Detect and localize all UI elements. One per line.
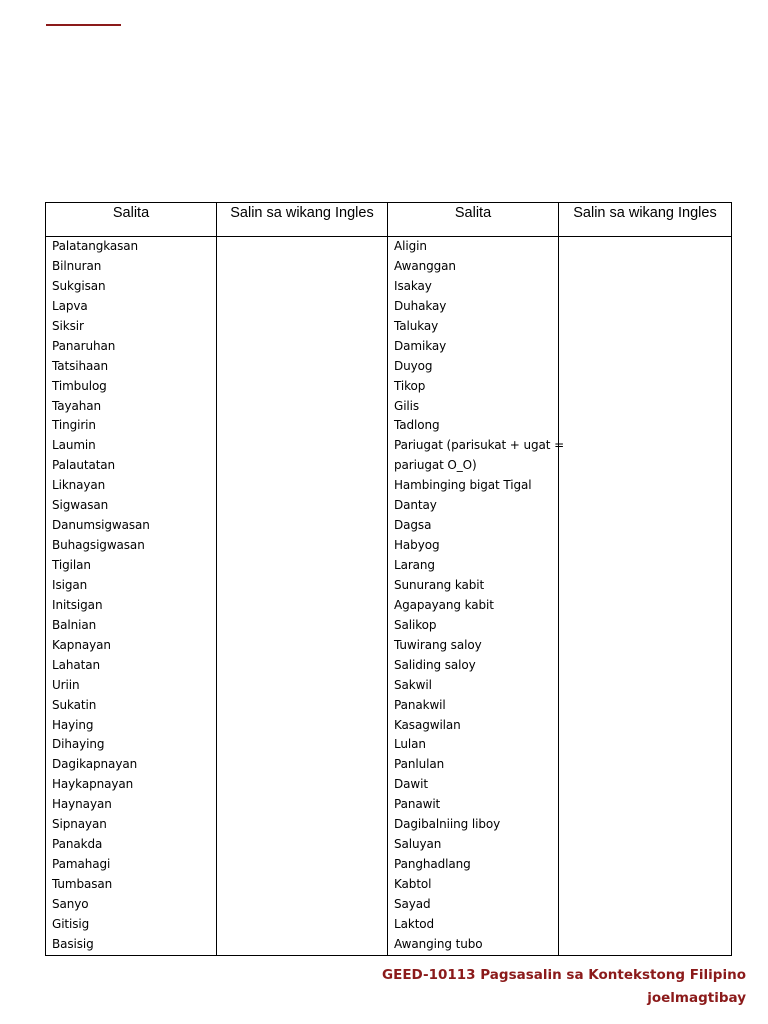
word-item: Tadlong [394,418,440,433]
word-item: Awanging tubo [394,936,483,951]
word-item: Bilnuran [52,258,102,273]
word-item: Panakwil [394,697,446,712]
header-salita-left: Salita [46,203,217,237]
word-item: Dihaying [52,737,105,752]
left-translation-cell [217,237,388,956]
table-row [46,237,732,956]
left-word-cell [46,237,217,956]
word-item: Tatsihaan [52,358,109,373]
header-salin-left: Salin sa wikang Ingles [217,203,388,237]
word-item: Aligin [394,239,427,253]
word-item: Haying [52,717,94,732]
word-item: Kabtol [394,877,432,891]
word-item: Initsigan [52,597,103,612]
word-item: Sukgisan [52,278,106,293]
word-item: Timbulog [52,378,107,393]
word-item: pariugat O_O) [394,458,477,473]
word-item: Dawit [394,777,428,792]
word-item: Gilis [394,398,420,413]
word-item: Buhagsigwasan [52,538,145,553]
word-item: Kapnayan [52,637,111,652]
word-item: Haykapnayan [52,777,134,792]
word-item: Tumbasan [52,877,113,891]
word-item: Sunurang kabit [394,577,485,592]
word-item: Agapayang kabit [394,597,494,612]
word-item: Basisig [52,936,94,951]
vocabulary-table [45,202,732,956]
word-item: Kasagwilan [394,717,461,732]
word-item: Tayahan [52,398,102,413]
word-item: Tikop [394,378,426,393]
right-word-list [394,237,565,955]
word-item: Saliding saloy [394,657,476,672]
word-item: Habyog [394,538,440,553]
word-item: Isigan [52,577,88,592]
word-item: Salikop [394,617,437,632]
word-item: Duyog [394,358,433,373]
word-item: Tuwirang saloy [394,637,482,652]
word-item: Pariugat (parisukat + ugat = [394,438,565,453]
word-item: Tigilan [52,558,91,572]
word-item: Awanggan [394,258,456,273]
table-header-row [46,203,732,237]
word-item: Palatangkasan [52,239,139,253]
left-word-list [52,237,216,955]
right-word-cell [388,237,565,956]
header-salita-right: Salita [388,203,559,237]
word-item: Dantay [394,498,437,513]
word-item: Dagsa [394,518,432,533]
word-item: Dagibalniing liboy [394,817,501,832]
word-item: Panakda [52,837,103,852]
word-item: Balnian [52,617,97,632]
word-item: Panawit [394,797,441,812]
right-translation-cell [559,237,732,956]
header-rule [46,24,121,26]
word-item: Lahatan [52,657,100,672]
word-item: Duhakay [394,298,447,313]
word-item: Liknayan [52,478,106,493]
word-item: Pamahagi [52,857,111,872]
word-item: Lulan [394,737,426,752]
word-item: Panaruhan [52,338,116,353]
word-item: Larang [394,558,435,572]
word-item: Lapva [52,298,88,313]
word-item: Talukay [394,318,439,333]
word-item: Gitisig [52,916,90,931]
word-item: Uriin [52,677,80,692]
author-name: joelmagtibay [647,990,746,1006]
word-item: Siksir [52,318,84,333]
word-item: Sakwil [394,677,432,692]
course-title: GEED-10113 Pagsasalin sa Kontekstong Filipino [382,967,746,983]
word-item: Dagikapnayan [52,757,138,772]
word-item: Panlulan [394,757,445,772]
word-item: Sipnayan [52,817,107,832]
word-item: Danumsigwasan [52,518,150,533]
word-item: Saluyan [394,837,442,852]
word-item: Hambinging bigat Tigal [394,478,532,493]
word-item: Isakay [394,278,432,293]
word-item: Damikay [394,338,447,353]
word-item: Palautatan [52,458,116,473]
word-item: Sayad [394,896,431,911]
word-item: Panghadlang [394,857,471,872]
page-footer [382,964,746,1010]
word-item: Sanyo [52,896,89,911]
word-item: Tingirin [52,418,96,433]
header-salin-right: Salin sa wikang Ingles [559,203,732,237]
word-item: Haynayan [52,797,112,812]
word-item: Sigwasan [52,498,109,513]
word-item: Sukatin [52,697,97,712]
word-item: Laumin [52,438,96,453]
word-item: Laktod [394,916,435,931]
